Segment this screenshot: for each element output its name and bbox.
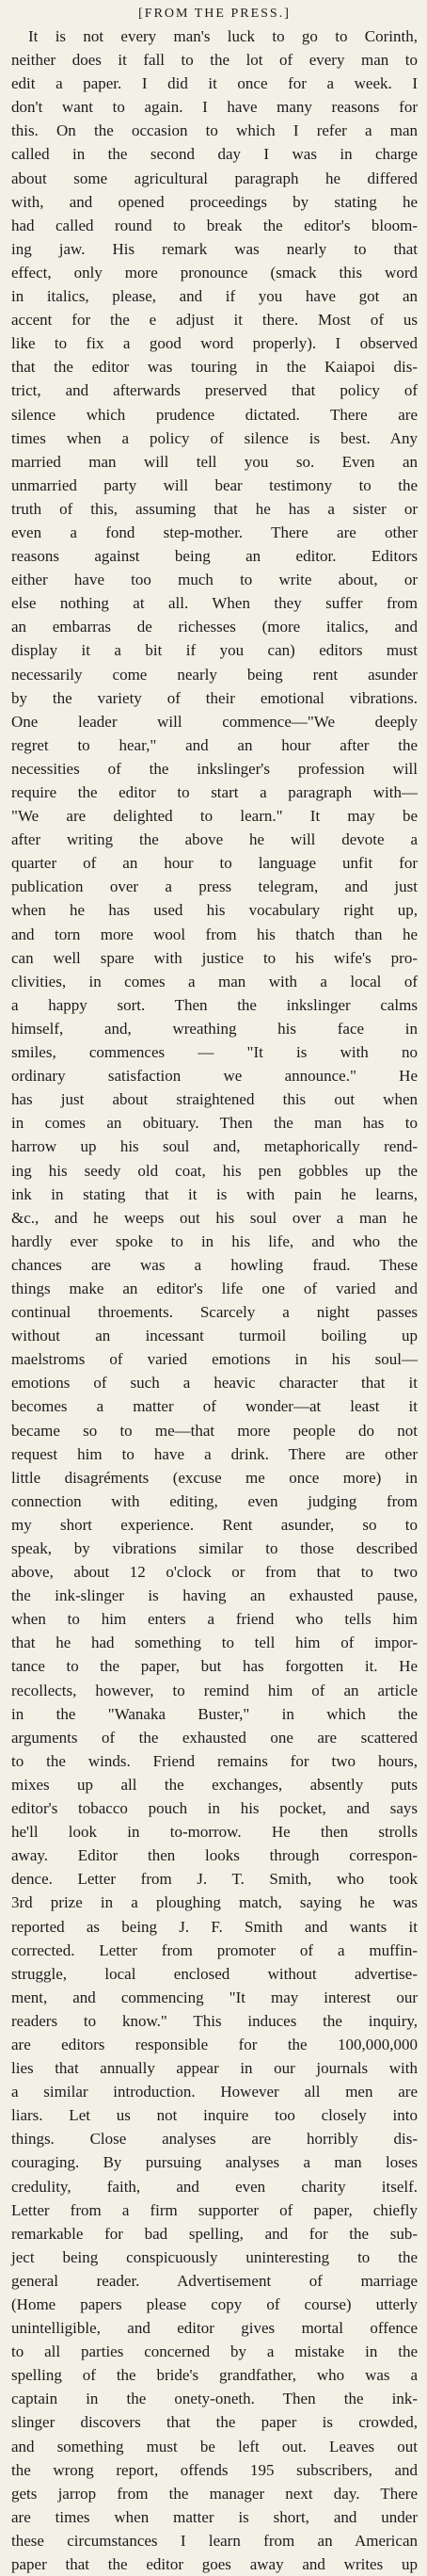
article-line: mixes up all the exchanges, absently puts [11,1775,418,1794]
article-line: readers to know." This induces the inquiry, [11,2011,418,2030]
article-line: (Home papers please copy of course) utterly [11,2295,418,2313]
article-line: effect, only more pronounce (smack this word [11,263,418,282]
article-line: ordinary satisfaction we announce." He [11,1067,418,1086]
article-line: arguments of the exhausted one are scattered [11,1728,418,1747]
article-line: recollects, however, to remind him of an article [11,1681,418,1699]
article-body [11,24,418,2576]
article-line: neither does it fall to the lot of every man to [11,51,418,70]
article-line: called in the second day I was in charge [11,145,418,164]
article-line: reported as being J. F. Smith and wants it [11,1917,418,1936]
article-line: the ink-slinger is having an exhausted pause, [11,1586,418,1605]
article-line: my short experience. Rent asunder, so to [11,1515,418,1534]
article-line: a happy sort. Then the inkslinger calms [11,995,418,1014]
article-line: general reader. Advertisement of marriage [11,2271,418,2290]
article-line: liars. Let us not inquire too closely into [11,2106,418,2125]
article-line: captain in the onety-oneth. Then the ink- [11,2390,418,2408]
article-line: are editors responsible for the 100,000,000 [11,2035,418,2053]
article-line: paper that the editor goes away and writes up [11,2555,418,2574]
article-line: continual throements. Scarcely a night passes [11,1303,418,1322]
article-line: that he had something to tell him of impor- [11,1634,418,1652]
article-line: to all parties concerned by a mistake in the [11,2343,418,2361]
article-line: became so to me—that more people do not [11,1421,418,1440]
article-line: necessities of the inkslinger's profession will [11,759,418,778]
article-line: in the "Wanaka Buster," in which the [11,1704,418,1723]
article-line: slinger discovers that the paper is crowded, [11,2413,418,2432]
article-line: times when a policy of silence is best. Any [11,428,418,447]
article-line: after writing the above he will devote a [11,830,418,849]
article-line: becomes a matter of wonder—at least it [11,1397,418,1416]
article-line: maelstroms of varied emotions in his soul— [11,1350,418,1369]
article-line: chances are was a howling fraud. These [11,1255,418,1274]
article-line: display it a bit if you can) editors must [11,641,418,660]
article-line: can well spare with justice to his wife's pro- [11,948,418,967]
article-line: else nothing at all. When they suffer from [11,594,418,613]
article-line: request him to have a drink. There are other [11,1444,418,1463]
article-line: ject being conspicuously uninteresting to the [11,2247,418,2266]
article-line: corrected. Letter from promoter of a muffin- [11,1940,418,1959]
article-line: smiles, commences — "It is with no [11,1043,418,1062]
article-line: above, about 12 o'clock or from that to two [11,1563,418,1582]
article-line: are times when matter is short, and under [11,2507,418,2526]
article-line: by the variety of their emotional vibrations. [11,688,418,707]
article-line: &c., and he weeps out his soul over a man he [11,1208,418,1227]
article-line: when to him enters a friend who tells him [11,1610,418,1629]
article-line: an embarras de richesses (more italics, and [11,618,418,636]
article-line: that the editor was touring in the Kaiapoi dis- [11,358,418,377]
article-line: these circumstances I learn from an American [11,2531,418,2550]
article-line: in italics, please, and if you have got an [11,287,418,306]
article-line: even a fond step-mother. There are other [11,523,418,541]
article-line: and torn more wool from his thatch than he [11,925,418,943]
article-line: It is not every man's luck to go to Corinth, [28,27,418,45]
article-line: hardly ever spoke to in his life, and who the [11,1232,418,1250]
article-line: himself, and, wreathing his face in [11,1019,418,1038]
article-line: a similar introduction. However all men are [11,2083,418,2101]
article-line: ment, and commencing "It may interest our [11,1988,418,2006]
article-line: don't want to again. I have many reasons for [11,98,418,117]
article-line: struggle, local enclosed without advertise- [11,1964,418,1983]
article-line: silence which prudence dictated. There are [11,405,418,424]
article-line: ing jaw. His remark was nearly to that [11,239,418,258]
article-line: gets jarrop from the manager next day. There [11,2484,418,2503]
article-line: and something must be left out. Leaves out [11,2437,418,2455]
article-line: spelling of the bride's grandfather, who was a [11,2366,418,2385]
article-line: require the editor to start a paragraph with— [11,783,418,801]
article-line: lies that annually appear in our journals with [11,2059,418,2078]
article-line: this. On the occasion to which I refer a man [11,121,418,140]
article-line: unintelligible, and editor gives mortal offence [11,2319,418,2338]
article-line: the wrong report, offends 195 subscribers, and [11,2460,418,2479]
article-line: couraging. By pursuing analyses a man loses [11,2153,418,2172]
article-line: "We are delighted to learn." It may be [11,807,418,826]
article-line: tance to the paper, but has forgotten it. He [11,1657,418,1676]
article-line: when he has used his vocabulary right up, [11,901,418,920]
article-line: with, and opened proceedings by stating he [11,192,418,211]
article-line: married man will tell you so. Even an [11,452,418,471]
article-line: to the winds. Friend remains for two hours, [11,1751,418,1770]
article-line: dence. Letter from J. T. Smith, who took [11,1870,418,1889]
article-line: editor's tobacco pouch in his pocket, and says [11,1799,418,1818]
article-line: ing his seedy old coat, his pen gobbles up the [11,1161,418,1180]
article-line: had called round to break the editor's bloom- [11,216,418,234]
article-line: 3rd prize in a ploughing match, saying he was [11,1893,418,1912]
article-line: trict, and afterwards preserved that policy of [11,381,418,400]
article-line: connection with editing, even judging from [11,1491,418,1510]
article-line: truth of this, assuming that he has a sister or [11,499,418,518]
article-line: ink in stating that it is with pain he learns, [11,1184,418,1203]
article-line: quarter of an hour to language unfit for [11,854,418,873]
article-line: without an incessant turmoil boiling up [11,1327,418,1345]
article-line: like to fix a good word properly). I observed [11,334,418,353]
column-heading: [FROM THE PRESS.] [138,7,291,21]
article-line: Letter from a firm supporter of paper, chiefly [11,2200,418,2219]
article-line: things. Close analyses are horribly dis- [11,2130,418,2149]
article-line: he'll look in to-morrow. He then strolls [11,1823,418,1842]
article-line: emotions of such a heavic character that it [11,1374,418,1393]
article-line: reasons against being an editor. Editors [11,547,418,566]
article-line: publication over a press telegram, and just [11,877,418,896]
article-line: remarkable for bad spelling, and for the sub- [11,2224,418,2243]
article-line: harrow up his soul and, metaphorically rend- [11,1137,418,1156]
article-line: things make an editor's life one of varied and [11,1279,418,1297]
article-line: accent for the e adjust it there. Most of us [11,311,418,330]
article-line: has just about straightened this out when [11,1090,418,1109]
article-line: speak, by vibrations similar to those described [11,1539,418,1557]
article-line: credulity, faith, and even charity itself. [11,2177,418,2196]
article-line: about some agricultural paragraph he differed [11,169,418,187]
article-line: clivities, in comes a man with a local of [11,972,418,990]
article-line: unmarried party will bear testimony to the [11,475,418,494]
article-line: One leader will commence—"We deeply [11,712,418,731]
article-line: either have too much to write about, or [11,571,418,589]
article-line: in comes an obituary. Then the man has to [11,1114,418,1133]
article-line: regret to hear," and an hour after the [11,735,418,754]
article-line: necessarily come nearly being rent asunder [11,665,418,684]
article-line: little disagréments (excuse me once more) in [11,1468,418,1487]
article-line: edit a paper. I did it once for a week. I [11,74,418,93]
article-line: away. Editor then looks through correspon- [11,1846,418,1865]
